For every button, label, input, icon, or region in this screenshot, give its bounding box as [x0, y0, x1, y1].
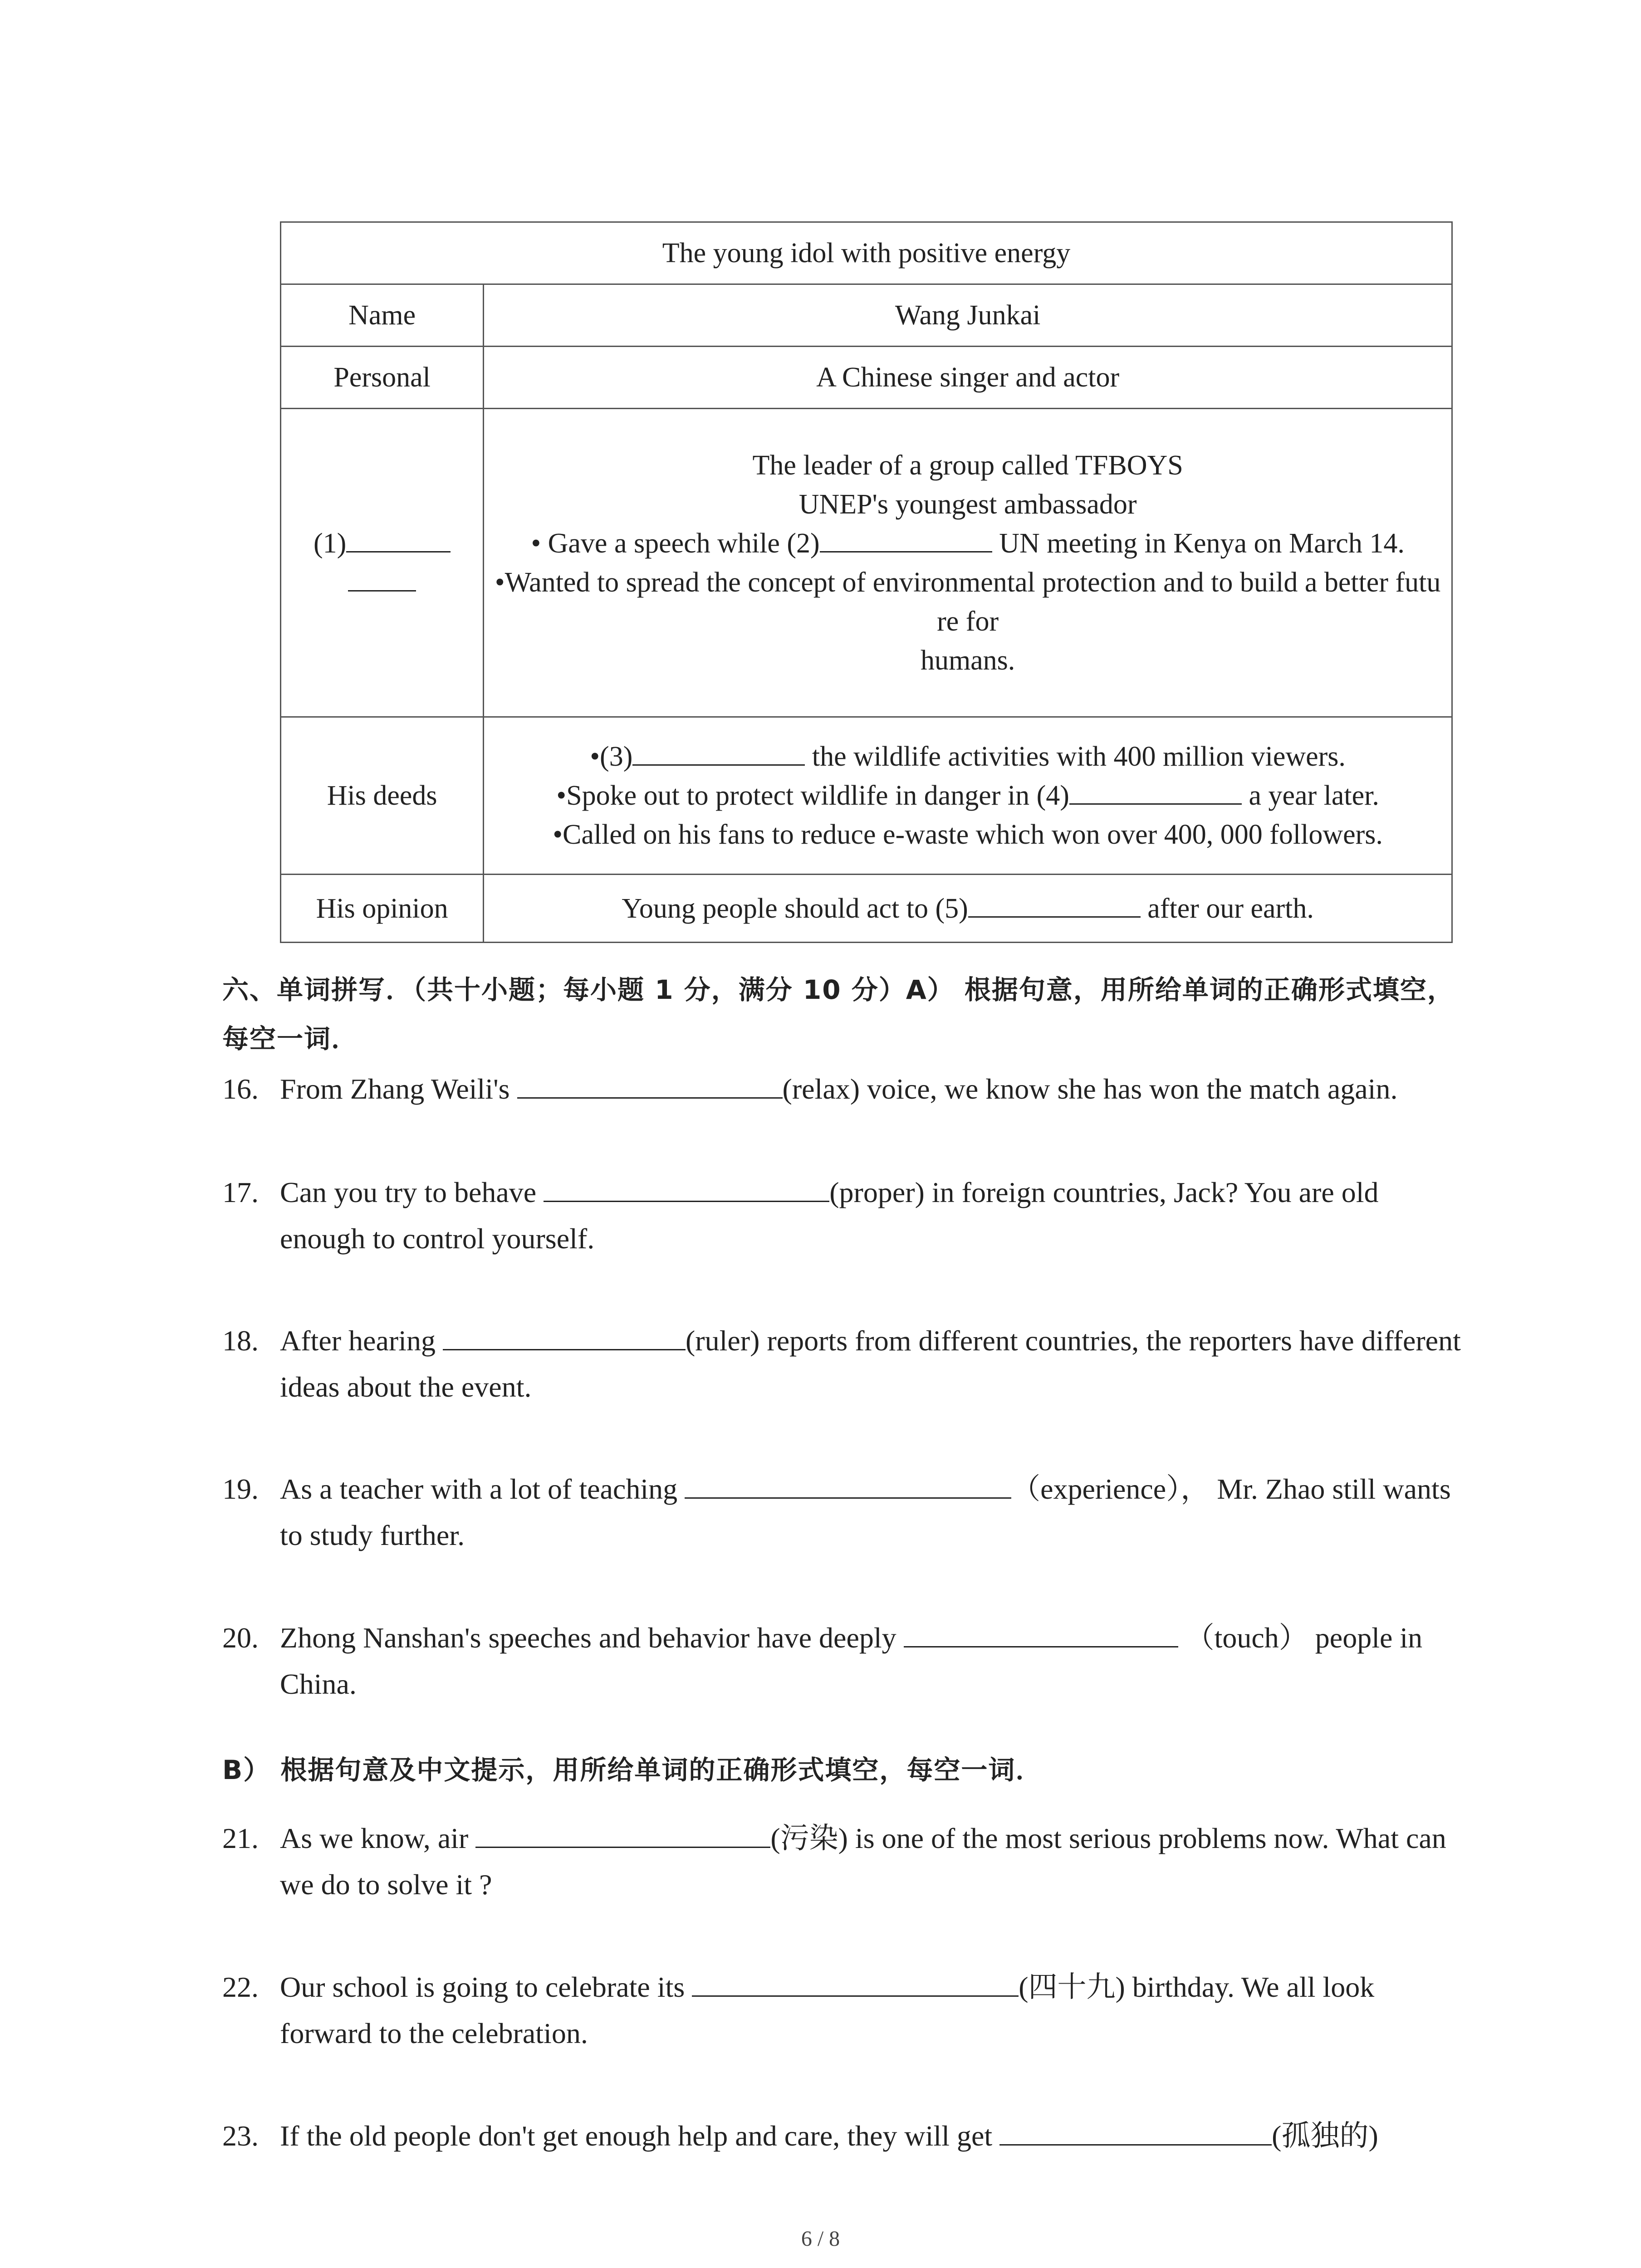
question-text: From Zhang Weili's: [280, 1073, 517, 1105]
table-title-row: [281, 222, 1452, 284]
table-row: [281, 409, 1452, 717]
section-heading: B） 根据句意及中文提示，用所给单词的正确形式填空，每空一词．: [222, 1755, 1043, 1785]
blank-5-suffix: after our earth.: [1140, 893, 1314, 924]
cell-line: •Called on his fans to reduce e-waste which won over 400, 000 followers.: [553, 819, 1383, 850]
question-number: 17.: [222, 1176, 259, 1208]
cell-line: The leader of a group called TFBOYS: [752, 450, 1183, 481]
blank-5-label: Young people should act to (5): [622, 893, 968, 924]
answer-blank[interactable]: [544, 1173, 829, 1202]
cell-line: [493, 524, 1442, 563]
question-number: 18.: [222, 1325, 259, 1357]
question-text: As a teacher with a lot of teaching: [280, 1473, 685, 1505]
question-number: 19.: [222, 1473, 259, 1505]
table-title: The young idol with positive energy: [281, 222, 1452, 284]
question-text: As we know, air: [280, 1822, 476, 1854]
question-text: Our school is going to celebrate its: [280, 1971, 692, 2003]
row-value: [484, 717, 1452, 875]
cell-line: •Wanted to spread the concept of environmental protection and to build a better future for: [495, 567, 1441, 637]
answer-blank[interactable]: [692, 1968, 1019, 1997]
question-item: [222, 1169, 1465, 1262]
blank-1-label: (1): [313, 528, 347, 559]
question-text: (四十九) birthday. We all look forward to the celebration.: [280, 1971, 1375, 2049]
question-number: 16.: [222, 1073, 259, 1105]
question-text: If the old people don't get enough help and care, they will get: [280, 2120, 1000, 2152]
row-label: His deeds: [281, 717, 484, 875]
blank-3[interactable]: [632, 739, 805, 766]
row-label: Personal: [281, 347, 484, 409]
row-value: A Chinese singer and actor: [484, 347, 1452, 409]
blank-1[interactable]: [346, 526, 451, 552]
question-text: (relax) voice, we know she has won the match again.: [782, 1073, 1398, 1105]
table-row: [281, 717, 1452, 875]
blank-5[interactable]: [968, 891, 1141, 918]
question-text: （touch） people in China.: [280, 1622, 1423, 1700]
answer-blank[interactable]: [904, 1618, 1178, 1647]
answer-blank[interactable]: [685, 1470, 1011, 1499]
answer-blank[interactable]: [475, 1819, 770, 1848]
question-number: 22.: [222, 1971, 259, 2003]
row-value: [484, 409, 1452, 717]
question-text: After hearing: [280, 1325, 443, 1357]
question-text: (污染) is one of the most serious problems now. What can we do to solve it ?: [280, 1822, 1446, 1901]
question-number: 20.: [222, 1622, 259, 1654]
row-value: Wang Junkai: [484, 284, 1452, 347]
page-number: 6 / 8: [801, 2227, 840, 2251]
table-row: [281, 347, 1452, 409]
question-text: Zhong Nanshan's speeches and behavior have deeply: [280, 1622, 904, 1654]
cell-line: humans.: [920, 645, 1015, 676]
table-row: [281, 875, 1452, 943]
question-item: [222, 1964, 1465, 2057]
question-item: [222, 1318, 1465, 1410]
table-row: [281, 284, 1452, 347]
blank-3-suffix: the wildlife activities with 400 million viewers.: [805, 741, 1346, 772]
question-item: [222, 1615, 1465, 1707]
section-heading: 六、单词拼写．（共十小题；每小题 1 分，满分 10 分）A） 根据句意，用所给单词的正确形式填空，每空一词．: [222, 974, 1455, 1054]
answer-blank[interactable]: [443, 1321, 686, 1350]
question-number: 21.: [222, 1822, 259, 1854]
blank-4[interactable]: [1069, 778, 1242, 805]
cell-line: [493, 776, 1442, 815]
blank-4-label: •Spoke out to protect wildlife in danger in (4): [556, 780, 1069, 811]
question-item: [222, 1066, 1465, 1112]
info-table: [280, 221, 1453, 943]
row-label: [281, 409, 484, 717]
question-text: （experience）， Mr. Zhao still wants to study further.: [280, 1473, 1451, 1551]
question-text: (ruler) reports from different countries, the reporters have different ideas about the event.: [280, 1325, 1461, 1403]
question-text: Can you try to behave: [280, 1176, 544, 1208]
row-label: Name: [281, 284, 484, 347]
row-label: His opinion: [281, 875, 484, 943]
answer-blank[interactable]: [517, 1070, 783, 1099]
cell-line: [493, 737, 1442, 776]
question-item: [222, 1466, 1465, 1559]
blank-1-cont: [348, 565, 416, 591]
question-item: [222, 2113, 1465, 2159]
question-text: (孤独的): [1272, 2120, 1378, 2152]
cell-line: UNEP's youngest ambassador: [798, 489, 1137, 520]
blank-2[interactable]: [820, 526, 992, 552]
blank-2-label: • Gave a speech while (2): [531, 528, 820, 559]
question-text: (proper) in foreign countries, Jack? You are old enough to control yourself.: [280, 1176, 1379, 1255]
blank-4-suffix: a year later.: [1241, 780, 1379, 811]
answer-blank[interactable]: [999, 2116, 1272, 2146]
question-number: 23.: [222, 2120, 259, 2152]
blank-3-label: •(3): [590, 741, 633, 772]
blank-2-suffix: UN meeting in Kenya on March 14.: [992, 528, 1405, 559]
question-item: [222, 1815, 1465, 1908]
row-value: [484, 875, 1452, 943]
